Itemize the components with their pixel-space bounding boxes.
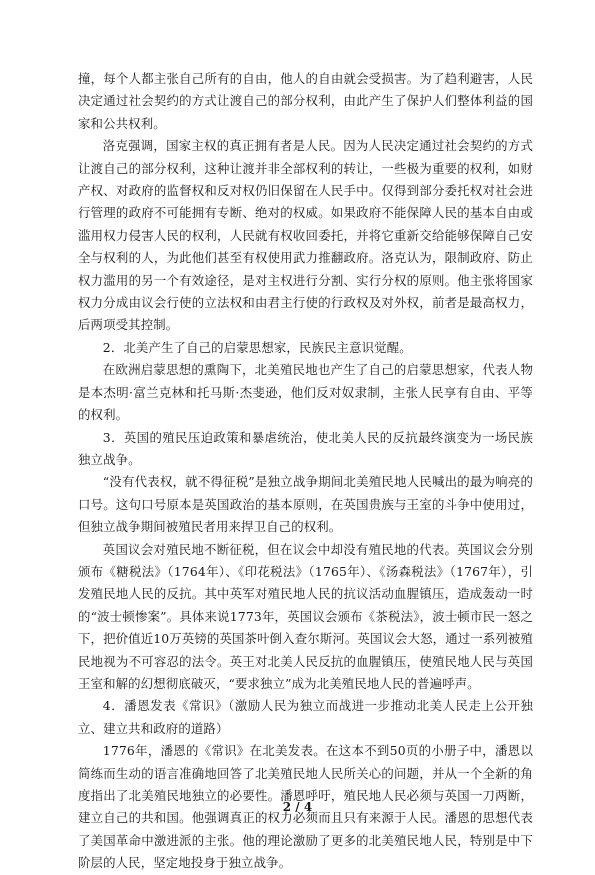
paragraph-3: 在欧洲启蒙思想的熏陶下，北美殖民地也产生了自己的启蒙思想家，代表人物是本杰明·富兰克林和托马斯·杰斐逊，他们反对奴隶制，主张人民享有自由、平等的权利。: [78, 362, 533, 423]
paragraph-6: 1776年，潘恩的《常识》在北美发表。在这本不到50页的小册子中，潘恩以简练而生动的语言准确地回答了北美殖民地人民所关心的问题，并从一个全新的角度指出了北美殖民地独立的必要性。潘恩呼吁，殖民地人民必须与英国一刀两断，建立自己的共和国。他强调真正的权力必须而且只有来源于人民。潘恩的思想代表了美国革命中激进派的主张。他的理论激励了更多的北美殖民地人民，特别是中下阶层的人民，坚定地投身于独立战争。: [78, 743, 533, 871]
section-heading-4: 4．潘恩发表《常识》（激励人民为独立而战进一步推动北美人民走上公开独立、建立共和政府的道路）: [78, 698, 533, 736]
page-number: 2 / 4: [282, 800, 313, 814]
paragraph-4: “没有代表权，就不得征税”是独立战争期间北美殖民地人民喊出的最为响亮的口号。这句口号原本是英国政治的基本原则，在英国贵族与王室的斗争中使用过，但独立战争期间被殖民者用来捍卫自己的权利。: [78, 474, 533, 535]
paragraph-1: 撞，每个人都主张自己所有的自由，他人的自由就会受损害。为了趋利避害，人民决定通过社会契约的方式让渡自己的部分权利，由此产生了保护人们整体利益的国家和公共权利。: [78, 71, 533, 131]
document-body: [78, 68, 533, 875]
section-heading-3: 3．英国的殖民压迫政策和暴虐统治，使北美人民的反抗最终演变为一场民族独立战争。: [78, 429, 533, 467]
section-heading-2: 2．北美产生了自己的启蒙思想家，民族民主意识觉醒。: [102, 339, 412, 355]
paragraph-2: 洛克强调，国家主权的真正拥有者是人民。因为人民决定通过社会契约的方式让渡自己的部分权利，这种让渡并非全部权利的转让，一些极为重要的权利，如财产权、对政府的监督权和反对权仍旧保留在人民手中。仅得到部分委托权对社会进行管理的政府不可能拥有专断、绝对的权威。如果政府不能保障人民的基本自由或滥用权力侵害人民的权利，人民就有权收回委托，并将它重新交给能够保障自己安全与权利的人，为此他们甚至有权使用武力推翻政府。洛克认为，限制政府、防止权力滥用的另一个有效途径，是对主权进行分割、实行分权的原则。他主张将国家权力分成由议会行使的立法权和由君主行使的行政权及对外权，前者是最高权力，后两项受其控制。: [78, 138, 533, 333]
paragraph-5: 英国议会对殖民地不断征税，但在议会中却没有殖民地的代表。英国议会分别颁布《糖税法》（1764年）、《印花税法》（1765年）、《汤森税法》（1767年），引发殖民地人民的反抗。其中英军对殖民地人民的抗议活动血腥镇压，造成轰动一时的“波士顿惨案”。具体来说1773年，英国议会颁布《茶税法》，波士顿市民一怒之下，把价值近10万英镑的英国茶叶倒入查尔斯河。英国议会大怒，通过一系列被殖民地视为不可容忍的法令。英王对北美人民反抗的血腥镇压，使殖民地人民与英国王室和解的幻想彻底破灭，“要求独立”成为北美殖民地人民的普遍呼声。: [78, 541, 533, 691]
